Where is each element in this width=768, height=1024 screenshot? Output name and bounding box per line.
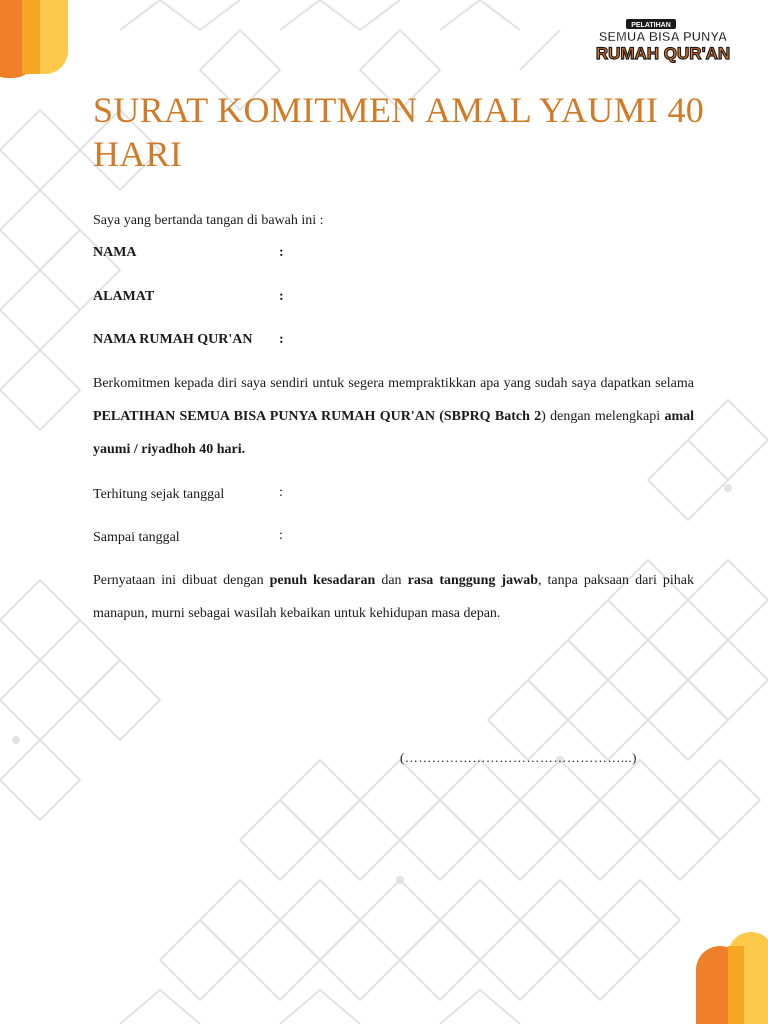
page-title: SURAT KOMITMEN AMAL YAUMI 40 HARI (93, 90, 705, 174)
statement-text-3: , tanpa paksaan dari pihak manapun, murni sebagai wasilah kebaikan untuk kehidupan masa depan. (93, 573, 694, 621)
commitment-text-2: ) dengan melengkapi (541, 409, 665, 424)
commitment-paragraph (93, 367, 694, 466)
signature-line: (…………………………………………...) (400, 750, 637, 765)
svg-text:PELATIHAN: PELATIHAN (631, 22, 671, 29)
statement-bold-kesadaran: penuh kesadaran (269, 573, 376, 588)
date-label-start: Terhitung sejak tanggal (93, 487, 225, 502)
logo-graphic (588, 18, 738, 66)
field-colon-nama: : (279, 245, 284, 260)
intro-text: Saya yang bertanda tangan di bawah ini : (93, 213, 324, 228)
logo-sbprq (588, 18, 738, 66)
field-colon-alamat: : (279, 289, 284, 304)
statement-bold-tanggung-jawab: rasa tanggung jawab (407, 573, 538, 588)
field-colon-nama-rumah-quran: : (279, 332, 284, 347)
statement-text-2: dan (375, 573, 408, 588)
statement-text-1: Pernyataan ini dibuat dengan (93, 573, 270, 588)
svg-text:RUMAH QUR'AN: RUMAH QUR'AN (595, 44, 731, 63)
commitment-amal-yaumi: amal yaumi / riyadhoh 40 hari. (93, 409, 694, 457)
bottom-right-corner-decoration (688, 928, 768, 1024)
svg-text:SEMUA BISA PUNYA: SEMUA BISA PUNYA (598, 29, 728, 44)
date-colon-start: : (279, 485, 283, 500)
statement-paragraph (93, 564, 694, 630)
date-label-end: Sampai tanggal (93, 530, 180, 545)
commitment-text-1: Berkomitmen kepada diri saya sendiri untuk segera mempraktikkan apa yang sudah saya dapatkan selama (93, 376, 694, 391)
date-colon-end: : (279, 528, 283, 543)
field-label-alamat: ALAMAT (93, 289, 155, 304)
top-left-corner-decoration (0, 0, 70, 90)
commitment-program-name: PELATIHAN SEMUA BISA PUNYA RUMAH QUR'AN (SBPRQ Batch 2 (93, 409, 542, 424)
field-label-nama-rumah-quran: NAMA RUMAH QUR'AN (93, 332, 253, 347)
field-label-nama: NAMA (93, 245, 137, 260)
